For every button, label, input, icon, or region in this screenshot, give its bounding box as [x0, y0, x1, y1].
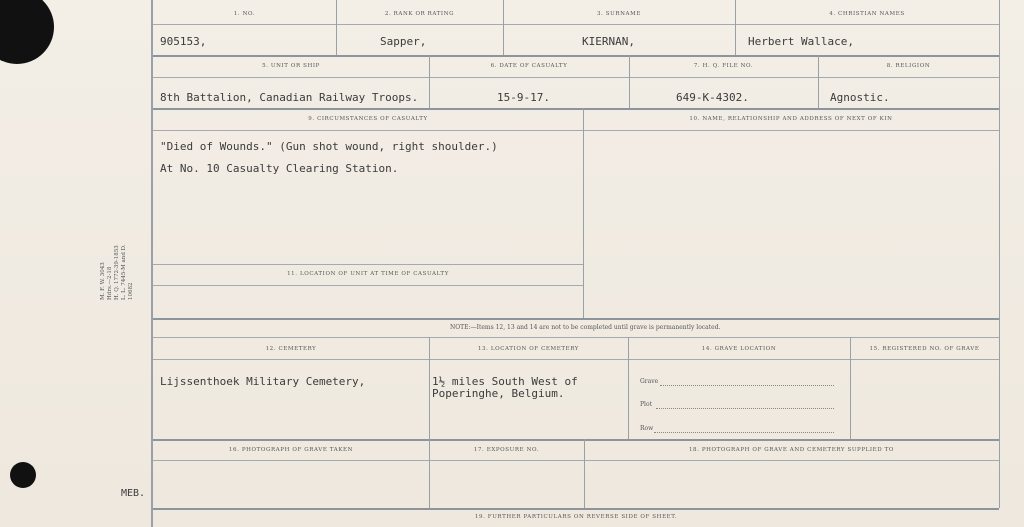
value-no: 905153, — [160, 35, 207, 48]
rule — [153, 439, 999, 441]
header-unit: 5. UNIT OR SHIP — [262, 63, 320, 69]
rule — [429, 337, 430, 508]
side-code: L. L. 7445-M and D. 10682 — [121, 244, 134, 300]
header-next-of-kin: 10. NAME, RELATIONSHIP AND ADDRESS OF NEXT OF KIN — [689, 116, 893, 122]
margin-initials: MEB. — [121, 488, 146, 499]
value-unit: 8th Battalion, Canadian Railway Troops. — [160, 91, 419, 104]
header-christian-names: 4. CHRISTIAN NAMES — [829, 11, 905, 17]
rule — [153, 264, 583, 265]
value-rank: Sapper, — [380, 35, 427, 48]
value-cemetery: Lijssenthoek Military Cemetery, — [160, 375, 366, 388]
header-exposure-no: 17. EXPOSURE NO. — [473, 447, 540, 453]
header-circumstances: 9. CIRCUMSTANCES OF CASUALTY — [308, 116, 428, 122]
rule — [153, 318, 999, 320]
rule — [503, 0, 504, 55]
rule — [153, 285, 583, 286]
value-hq-file: 649-K-4302. — [676, 91, 749, 104]
header-grave-location: 14. GRAVE LOCATION — [701, 346, 777, 352]
side-code: Hdrs.—2-18 — [107, 266, 113, 300]
value-circumstances-line1: "Died of Wounds." (Gun shot wound, right shoulder.) — [160, 140, 498, 153]
rule — [628, 337, 629, 439]
punch-hole-top — [0, 0, 54, 64]
rule — [153, 77, 999, 78]
rule — [153, 108, 999, 110]
header-no: 1. NO. — [233, 11, 256, 17]
grave-dotted-line — [660, 385, 834, 386]
rule — [999, 0, 1000, 508]
value-religion: Agnostic. — [830, 91, 890, 104]
plot-dotted-line — [656, 408, 834, 409]
rule — [153, 508, 999, 510]
side-code: M. F. W. 3043 — [100, 262, 106, 300]
header-photo-supplied: 18. PHOTOGRAPH OF GRAVE AND CEMETERY SUPPLIED TO — [688, 447, 895, 453]
label-plot: Plot — [640, 401, 652, 408]
value-date: 15-9-17. — [497, 91, 550, 104]
label-grave: Grave — [640, 378, 659, 385]
rule — [850, 337, 851, 439]
header-cemetery: 12. CEMETERY — [265, 346, 317, 352]
rule — [153, 359, 999, 360]
rule — [735, 0, 736, 55]
value-location-of-cemetery-line1: 1½ miles South West of — [432, 375, 578, 388]
rule — [153, 24, 999, 25]
header-surname: 3. SURNAME — [597, 11, 641, 17]
value-location-of-cemetery-line2: Poperinghe, Belgium. — [432, 387, 565, 400]
footer-further-particulars: 19. FURTHER PARTICULARS ON REVERSE SIDE OF SHEET. — [474, 514, 678, 520]
value-surname: KIERNAN, — [582, 35, 635, 48]
side-codes — [100, 240, 135, 300]
header-hq-file: 7. H. Q. FILE NO. — [693, 63, 754, 69]
value-christian-names: Herbert Wallace, — [748, 35, 854, 48]
header-location-of-cemetery: 13. LOCATION OF CEMETERY — [477, 346, 580, 352]
side-code: H. Q. 1772-39-1853 — [114, 245, 120, 300]
rule — [583, 108, 584, 318]
header-date: 6. DATE OF CASUALTY — [490, 63, 568, 69]
note-text: NOTE:—Items 12, 13 and 14 are not to be completed until grave is permanently located. — [450, 324, 721, 331]
punch-hole-bottom — [10, 462, 36, 488]
header-location-of-unit: 11. LOCATION OF UNIT AT TIME OF CASUALTY — [287, 271, 449, 277]
row-dotted-line — [654, 432, 834, 433]
rule — [153, 460, 999, 461]
header-rank: 2. RANK OR RATING — [384, 11, 455, 17]
rule — [336, 0, 337, 55]
header-photo-taken: 16. PHOTOGRAPH OF GRAVE TAKEN — [228, 447, 354, 453]
rule — [153, 130, 999, 131]
label-row: Row — [640, 425, 654, 432]
header-religion: 8. RELIGION — [886, 63, 931, 69]
value-circumstances-line2: At No. 10 Casualty Clearing Station. — [160, 162, 399, 175]
rule — [153, 337, 999, 338]
header-registered-no: 15. REGISTERED NO. OF GRAVE — [869, 346, 980, 352]
rule — [153, 55, 999, 57]
